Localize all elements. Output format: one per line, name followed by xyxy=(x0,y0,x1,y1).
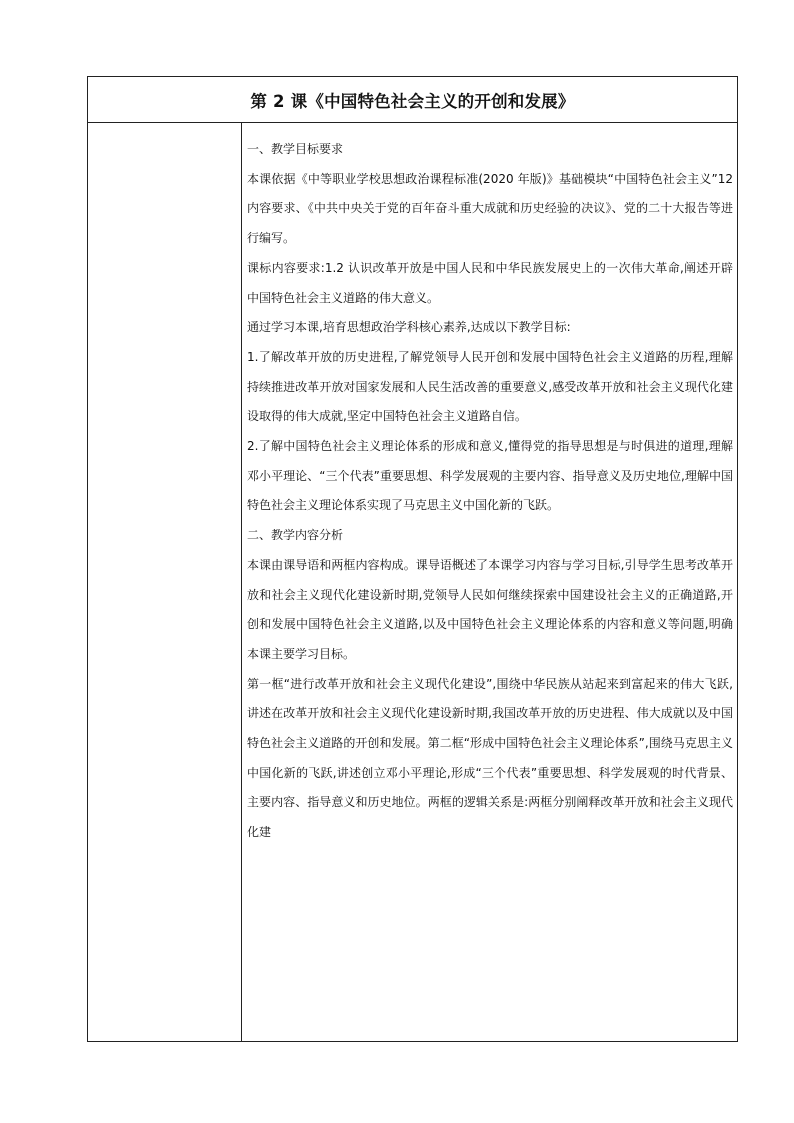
left-label-cell xyxy=(88,122,242,1041)
lesson-table xyxy=(87,76,738,1042)
paragraph-goal-2: 2.了解中国特色社会主义理论体系的形成和意义,懂得党的指导思想是与时俱进的道理,理解邓小平理论、“三个代表”重要思想、科学发展观的主要内容、指导意义及历史地位,理解中国特色社会主义理论体系实现了马克思主义中国化新的飞跃。 xyxy=(247,439,733,513)
paragraph-goal-1: 1.了解改革开放的历史进程,了解党领导人民开创和发展中国特色社会主义道路的历程,理解持续推进改革开放对国家发展和人民生活改善的重要意义,感受改革开放和社会主义现代化建设取得的伟大成就,坚定中国特色社会主义道路自信。 xyxy=(247,349,733,424)
paragraph-frames: 第一框“进行改革开放和社会主义现代化建设”,围绕中华民族从站起来到富起来的伟大飞跃,讲述在改革开放和社会主义现代化建设新时期,我国改革开放的历史进程、伟大成就以及中国特色社会主义道路的开创和发展。第二框“形成中国特色社会主义理论体系”,围绕马克思主义中国化新的飞跃,讲述创立邓小平理论,形成“三个代表”重要思想、科学发展观的时代背景、主要内容、指导意义和历史地位。两框的逻辑关系是:两框分别阐释改革开放和社会主义现代化建 xyxy=(247,676,733,840)
paragraph-structure: 本课由课导语和两框内容构成。课导语概述了本课学习内容与学习目标,引导学生思考改革开放和社会主义现代化建设新时期,党领导人民如何继续探索中国建设社会主义的正确道路,开创和发展中国特色社会主义道路,以及中国特色社会主义理论体系的内容和意义等问题,明确本课主要学习目标。 xyxy=(247,557,733,661)
paragraph-basis: 本课依据《中等职业学校思想政治课程标准(2020 年版)》基础模块“中国特色社会主义”12 内容要求、《中共中央关于党的百年奋斗重大成就和历史经验的决议》、党的二十大报告等进行编写。 xyxy=(247,171,733,246)
content-cell xyxy=(247,135,733,1041)
lesson-title: 第 2 课《中国特色社会主义的开创和发展》 xyxy=(250,91,575,111)
section-heading-content-analysis: 二、教学内容分析 xyxy=(247,528,344,543)
section-heading-objectives: 一、教学目标要求 xyxy=(247,142,344,156)
paragraph-standard-requirement: 课标内容要求:1.2 认识改革开放是中国人民和中华民族发展史上的一次伟大革命,阐述开辟中国特色社会主义道路的伟大意义。 xyxy=(247,260,733,305)
title-row xyxy=(88,77,737,123)
paragraph-goal-intro: 通过学习本课,培育思想政治学科核心素养,达成以下教学目标: xyxy=(247,320,571,335)
